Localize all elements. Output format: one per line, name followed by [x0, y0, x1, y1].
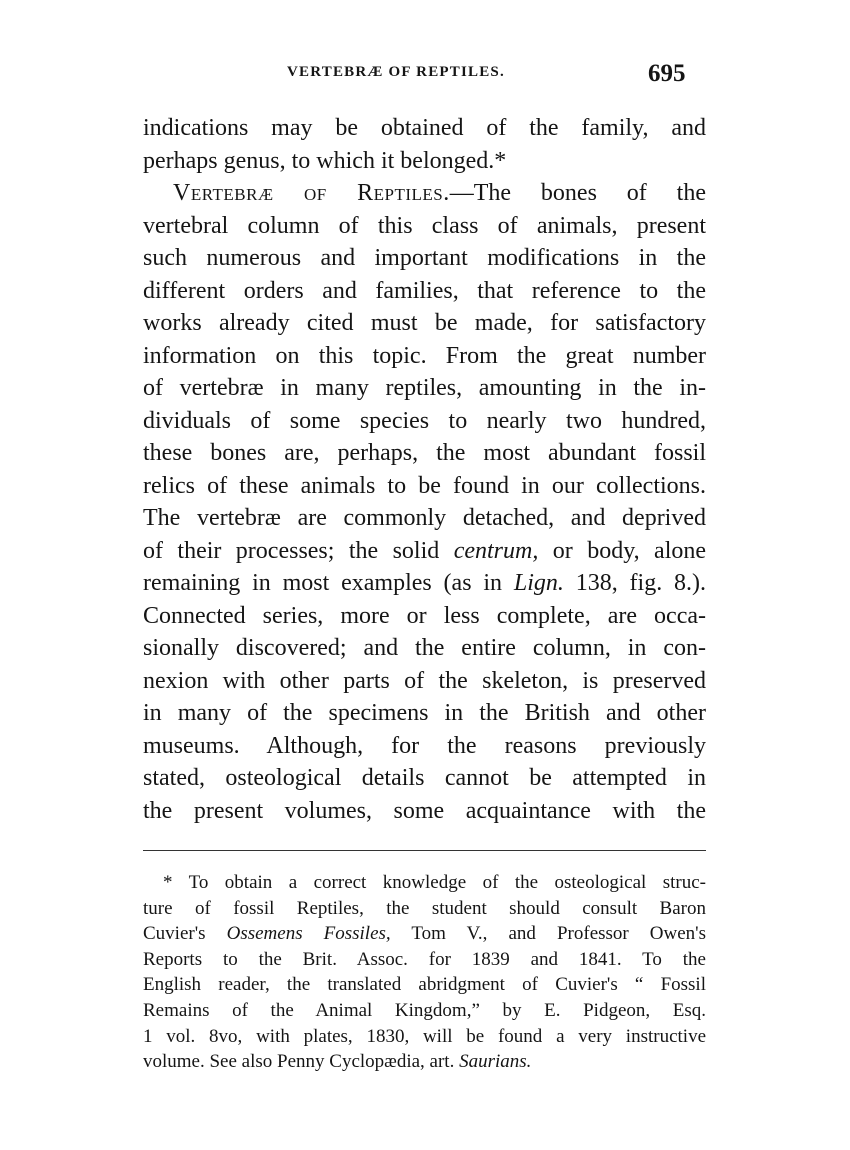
footnote-line: [143, 921, 706, 947]
body-line: works already cited must be made, for satisfactory: [143, 310, 706, 336]
italic-term: Saurians.: [459, 1051, 532, 1073]
body-line: in many of the specimens in the British and other: [143, 700, 706, 726]
body-line: perhaps genus, to which it belonged.*: [143, 147, 507, 174]
italic-term: Lign.: [513, 570, 564, 596]
body-line: relics of these animals to be found in our collections.: [143, 472, 706, 499]
footnote-line: 1 vol. 8vo, with plates, 1830, will be found a very instructive: [143, 1025, 706, 1047]
footnote-line: Reports to the Brit. Assoc. for 1839 and 1841. To the: [143, 948, 706, 970]
body-text-span: or body, alone: [552, 537, 707, 564]
body-line: different orders and families, that reference to the: [143, 277, 706, 304]
body-line: [143, 567, 706, 600]
footnote-divider: [143, 850, 706, 851]
body-line: [143, 535, 706, 568]
running-head: [0, 60, 850, 94]
running-head-title: VERTEBRÆ OF REPTILES.: [287, 64, 505, 80]
body-text-span: of their processes; the solid: [143, 537, 440, 564]
footnote-line: ture of fossil Reptiles, the student should consult Baron: [143, 897, 706, 919]
page-number: 695: [648, 60, 686, 87]
body-line: stated, osteological details cannot be attempted in: [143, 765, 706, 791]
body-line: dividuals of some species to nearly two hundred,: [143, 407, 706, 434]
footnote-text-span: Tom V., and Professor Owen's: [411, 923, 706, 945]
footnote-line: English reader, the translated abridgment of Cuvier's “ Fossil: [143, 974, 706, 996]
body-line: nexion with other parts of the skeleton, is preserved: [143, 667, 706, 694]
section-heading: Vertebræ of Reptiles.: [173, 180, 450, 206]
footnote-line: * To obtain a correct knowledge of the osteological struc-: [163, 872, 706, 893]
footnote-text-span: volume. See also Penny Cyclopædia, art.: [143, 1051, 455, 1073]
footnote: [143, 870, 706, 1075]
body-line: indications may be obtained of the family, and: [143, 115, 706, 141]
body-line: Connected series, more or less complete, are occa-: [143, 602, 706, 629]
body-text-span: remaining in most examples (as in: [143, 570, 503, 596]
section-heading-line: [143, 177, 706, 210]
footnote-line: [143, 1049, 706, 1075]
footnote-text-span: Cuvier's: [143, 923, 206, 945]
body-text-span: —The bones of the: [449, 180, 706, 206]
body-line: these bones are, perhaps, the most abundant fossil: [143, 440, 706, 466]
italic-term: centrum,: [453, 537, 539, 564]
body-line: vertebral column of this class of animals, present: [143, 212, 706, 239]
italic-title: Ossemens Fossiles,: [226, 923, 391, 945]
body-line: the present volumes, some acquaintance with the: [143, 797, 706, 824]
body-line: information on this topic. From the great number: [143, 342, 706, 369]
body-text: [143, 112, 706, 827]
footnote-line: Remains of the Animal Kingdom,” by E. Pidgeon, Esq.: [143, 999, 706, 1021]
body-line: of vertebræ in many reptiles, amounting in the in-: [143, 375, 706, 401]
body-line: The vertebræ are commonly detached, and deprived: [143, 505, 706, 531]
body-line: museums. Although, for the reasons previously: [143, 732, 706, 759]
body-text-span: 138, fig. 8.).: [575, 570, 707, 596]
body-line: sionally discovered; and the entire column, in con-: [143, 635, 706, 661]
body-line: such numerous and important modifications in the: [143, 245, 706, 271]
